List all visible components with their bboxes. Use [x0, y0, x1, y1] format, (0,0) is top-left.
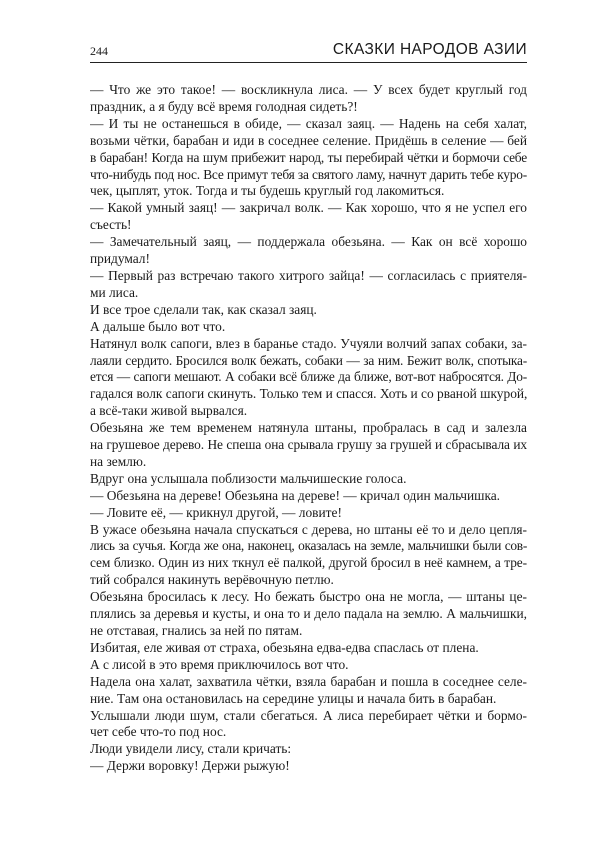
paragraph — [90, 234, 527, 268]
text-line: придумал! — [90, 251, 150, 267]
text-line: чет себе что-то под нос. — [90, 724, 227, 740]
text-line: — Какой умный заяц! — закричал волк. — Как хорошо, что я не успел его — [90, 200, 527, 216]
text-line: праздник, а я буду всё время голодная сидеть?! — [90, 98, 358, 114]
paragraph — [90, 522, 527, 590]
paragraph — [90, 505, 527, 522]
text-line: Вдруг она услышала поблизости мальчишеские голоса. — [90, 470, 407, 486]
paragraph — [90, 657, 527, 674]
text-line: — Ловите её, — крикнул другой, — ловите! — [90, 504, 342, 520]
paragraph — [90, 471, 527, 488]
text-line: И все трое сделали так, как сказал заяц. — [90, 301, 317, 317]
paragraph — [90, 200, 527, 234]
text-line: не отставая, гнались за ней по пятам. — [90, 623, 303, 638]
paragraph — [90, 758, 527, 775]
text-line: Обезьяна бросилась к лесу. Но бежать быстро она не могла, — штаны це- — [90, 589, 527, 605]
text-line: — Первый раз встречаю такого хитрого зайца! — согласилась с приятеля- — [90, 267, 527, 283]
text-line: на грушевое дерево. Не спеша она срывала грушу за грушей и сбрасывала их — [90, 437, 527, 453]
paragraph — [90, 319, 527, 336]
text-line: А с лисой в это время приключилось вот что. — [90, 656, 349, 672]
paragraph — [90, 640, 527, 657]
text-line: Услышали люди шум, стали сбегаться. А лиса перебирает чётки и бормо- — [90, 707, 527, 723]
paragraph — [90, 674, 527, 708]
text-line: на землю. — [90, 453, 147, 469]
text-line: — Замечательный заяц, — поддержала обезьяна. — Как он всё хорошо — [90, 234, 527, 250]
text-line: — И ты не останешься в обиде, — сказал заяц. — Надень на себя халат, — [90, 115, 527, 131]
text-line: В ужасе обезьяна начала спускаться с дерева, но штаны её то и дело цепля- — [90, 521, 527, 537]
text-line: — Обезьяна на дереве! Обезьяна на дереве! — кричал один мальчишка. — [90, 487, 501, 503]
text-line: Надела она халат, захватила чётки, взяла барабан и пошла в соседнее селе- — [90, 673, 527, 689]
text-line: чек, цыплят, уток. Тогда и ты будешь круглый год лакомиться. — [90, 183, 445, 199]
text-line: А дальше было вот что. — [90, 318, 226, 334]
text-line: сем близко. Один из них ткнул её палкой, другой бросил в неё камнем, а тре- — [90, 555, 527, 571]
text-line: Натянул волк сапоги, влез в баранье стадо. Учуяли волчий запах собаки, за- — [90, 335, 527, 351]
paragraph — [90, 420, 527, 471]
paragraph — [90, 116, 527, 201]
text-line: тий собрался накинуть верёвочную петлю. — [90, 572, 334, 588]
text-line: что-нибудь под нос. Все примут тебя за святого ламу, начнут дарить тебе куро- — [90, 166, 527, 182]
text-line: лаяли сердито. Бросился волк бежать, собаки — за ним. Бежит волк, спотыка- — [90, 352, 527, 368]
text-line: возьми чётки, барабан и иди в соседнее селение. Придёшь в селение — бей — [90, 132, 527, 148]
paragraph — [90, 488, 527, 505]
story-text — [90, 82, 527, 775]
text-line: ние. Там она остановилась на середине улицы и начала бить в барабан. — [90, 690, 497, 706]
running-title: СКАЗКИ НАРОДОВ АЗИИ — [332, 41, 527, 58]
paragraph — [90, 741, 527, 758]
text-line: плялись за деревья и кусты, и она то и дело падала на землю. А мальчишки, — [90, 606, 527, 622]
paragraph — [90, 302, 527, 319]
paragraph — [90, 589, 527, 640]
page-number: 244 — [90, 44, 108, 58]
paragraph — [90, 82, 527, 116]
text-line: ми лиса. — [90, 284, 139, 300]
text-line: лись за сучья. Когда же она, наконец, оказалась на земле, мальчишки были сов- — [90, 538, 527, 554]
text-line: — Держи воровку! Держи рыжую! — [90, 758, 290, 774]
text-line: Люди увидели лису, стали кричать: — [90, 741, 292, 757]
text-line: съесть! — [90, 217, 132, 233]
text-line: — Что же это такое! — воскликнула лиса. — У всех будет круглый год — [90, 82, 527, 97]
text-line: в барабан! Когда на шум прибежит народ, ты перебирай чётки и бормочи себе — [90, 149, 527, 165]
text-line: Избитая, еле живая от страха, обезьяна едва-едва спаслась от плена. — [90, 639, 479, 655]
paragraph — [90, 268, 527, 302]
text-line: гадался волк сапоги скинуть. Только тем и спасся. Хоть и со рваной шкурой, — [90, 386, 527, 402]
page-header — [90, 41, 527, 62]
paragraph — [90, 336, 527, 421]
header-rule — [90, 62, 527, 63]
text-line: ется — сапоги мешают. А собаки всё ближе да ближе, вот-вот набросятся. До- — [90, 369, 527, 385]
paragraph — [90, 708, 527, 742]
text-line: Обезьяна же тем временем натянула штаны, пробралась в сад и залезла — [90, 420, 527, 436]
text-line: а всё-таки живой вырвался. — [90, 403, 248, 419]
